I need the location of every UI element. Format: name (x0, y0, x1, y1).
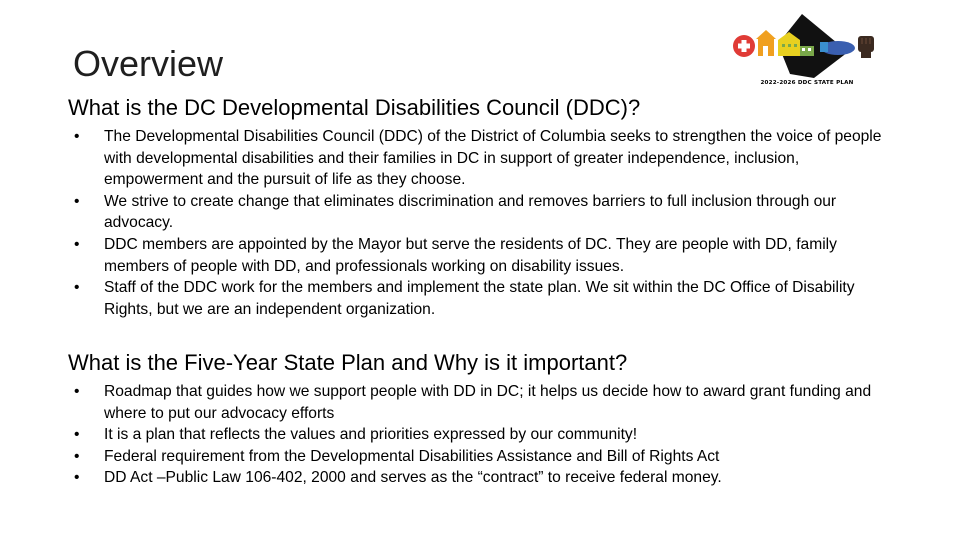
list-item (74, 424, 894, 446)
logo-caption: 2022-2026 DDC STATE PLAN (760, 80, 854, 86)
list-item (74, 446, 894, 468)
house-icon (756, 30, 776, 56)
bullet-glyph: • (74, 192, 80, 210)
list-item-text: DDC members are appointed by the Mayor but serve the residents of DC. They are people with DD, family members of people with DD, and professionals working on disability issues. (104, 235, 837, 275)
state-plan-bullet-list (74, 381, 894, 489)
bullet-glyph: • (74, 279, 80, 297)
raised-fist-icon (858, 36, 874, 58)
list-item (74, 467, 894, 489)
list-item (74, 126, 894, 191)
list-item-text: Roadmap that guides how we support people with DD in DC; it helps us decide how to award grant funding and where to put our advocacy efforts (104, 383, 872, 422)
bullet-glyph: • (74, 383, 80, 400)
bullet-glyph: • (74, 469, 80, 487)
bullet-glyph: • (74, 128, 80, 145)
list-item (74, 277, 894, 320)
list-item (74, 191, 894, 234)
bullet-glyph: • (74, 235, 80, 253)
list-item-text: The Developmental Disabilities Council (DDC) of the District of Columbia seeks to strengthen the voice of people with developmental disabilities and their families in DC in support of greater independence, inclusion, empowerment and the pursuit of life as they choose. (104, 128, 882, 189)
list-item (74, 381, 894, 424)
list-item-text: Staff of the DDC work for the members and implement the state plan. We sit within the DC Office of Disability Rights, but we are an independent organization. (104, 279, 855, 318)
list-item-text: Federal requirement from the Developmental Disabilities Assistance and Bill of Rights Act (104, 447, 720, 465)
section-heading-state-plan: What is the Five-Year State Plan and Why is it important? (68, 350, 628, 375)
medical-cross-icon (733, 35, 755, 57)
section-heading-ddc: What is the DC Developmental Disabilities Council (DDC)? (68, 95, 641, 120)
ddc-bullet-list (74, 126, 894, 320)
bullet-glyph: • (74, 447, 80, 465)
slide-title: Overview (73, 43, 224, 84)
list-item-text: DD Act –Public Law 106-402, 2000 and serves as the “contract” to receive federal money. (104, 469, 722, 487)
bullet-glyph: • (74, 426, 80, 444)
list-item-text: It is a plan that reflects the values and priorities expressed by our community! (104, 426, 638, 444)
list-item (74, 234, 894, 277)
list-item-text: We strive to create change that eliminates discrimination and removes barriers to full inclusion through our advocacy. (104, 192, 837, 232)
